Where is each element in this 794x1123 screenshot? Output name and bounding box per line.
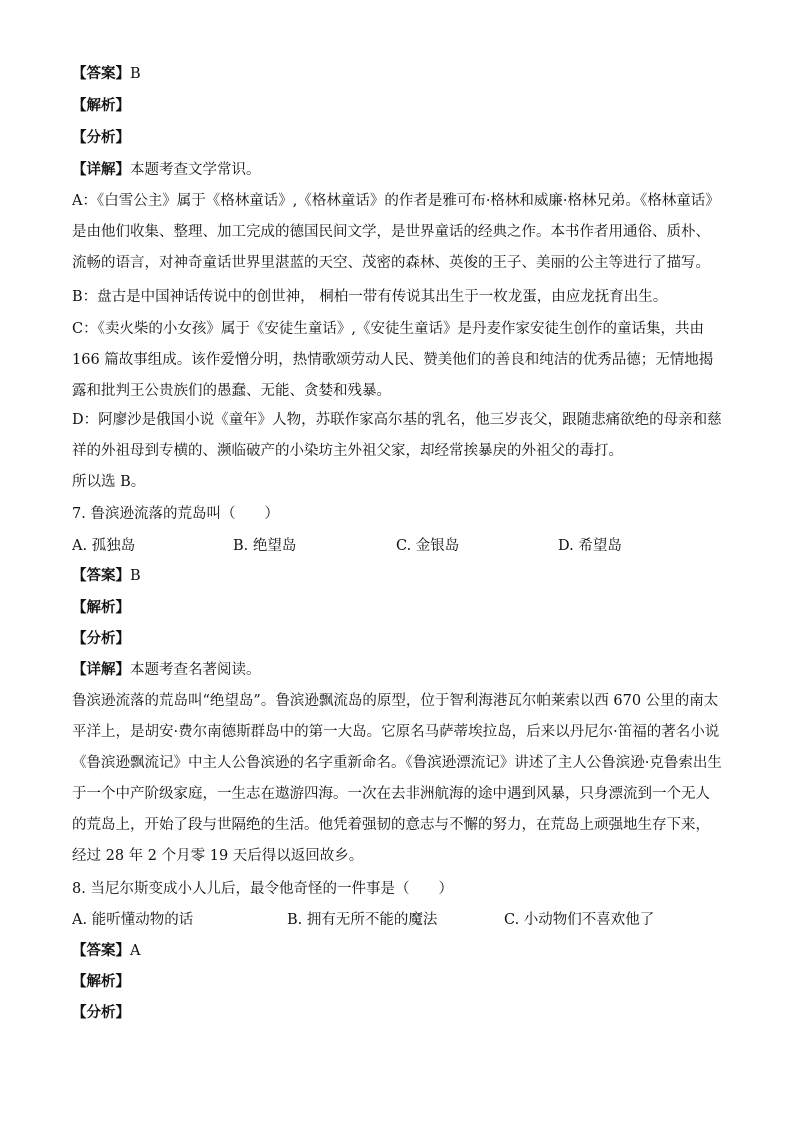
q8-analysis-tag: 【解析】 xyxy=(72,973,130,990)
q7-option-b: B. 绝望岛 xyxy=(233,538,297,554)
q8-option-c: C. 小动物们不喜欢他了 xyxy=(504,912,655,928)
q6-option-d-explanation: D：阿廖沙是俄国小说《童年》人物，苏联作家高尔基的乳名，他三岁丧父，跟随悲痛欲绝的母亲和慈祥的外祖母到专横的、濒临破产的小染坊主外祖父家，却经常挨暴戾的外祖父的毒打。 xyxy=(72,412,722,459)
q7-question: 7. 鲁滨逊流落的荒岛叫（ ） xyxy=(72,506,279,522)
q8-option-a: A. 能听懂动物的话 xyxy=(72,912,194,928)
detail-intro: 本题考查名著阅读。 xyxy=(130,662,261,678)
q7-option-d: D. 希望岛 xyxy=(558,538,622,554)
q8-question: 8. 当尼尔斯变成小人儿后，最令他奇怪的一件事是（ ） xyxy=(72,881,453,897)
q6-detail-line xyxy=(72,160,732,180)
q6-analysis-tag: 【解析】 xyxy=(72,97,130,114)
q7-analysis-tag: 【解析】 xyxy=(72,599,130,616)
answer-value: A xyxy=(130,943,141,959)
answer-value: B xyxy=(130,568,141,584)
q6-fenxi-tag: 【分析】 xyxy=(72,129,130,146)
q7-detail-line xyxy=(72,660,732,680)
q6-conclusion: 所以选 B。 xyxy=(72,474,146,490)
q8-answer-line xyxy=(72,941,732,961)
q6-option-c-explanation: C：《卖火柴的小女孩》属于《安徒生童话》,《安徒生童话》是丹麦作家安徒生创作的童话集，共由 166 篇故事组成。该作爱憎分明，热情歌颂劳动人民、赞美他们的善良和纯洁的优秀品德；无情地揭露和批判王公贵族们的愚蠢、无能、贪婪和残暴。 xyxy=(72,321,714,399)
q7-answer-line xyxy=(72,566,732,586)
q8-fenxi-tag: 【分析】 xyxy=(72,1004,130,1021)
detail-intro: 本题考查文学常识。 xyxy=(130,162,261,178)
answer-tag: 【答案】 xyxy=(72,65,130,82)
q7-detail-explanation: 鲁滨逊流落的荒岛叫“绝望岛”。鲁滨逊飘流岛的原型，位于智利海港瓦尔帕莱索以西 670 公里的南太平洋上，是胡安·费尔南德斯群岛中的第一大岛。它原名马萨蒂埃拉岛，后来以丹尼尔·笛福的著名小说《鲁滨逊飘流记》中主人公鲁滨逊的名字重新命名。《鲁滨逊漂流记》讲述了主人公鲁滨逊·克鲁索出生于一个中产阶级家庭，一生志在遨游四海。一次在去非洲航海的途中遇到风暴，只身漂流到一个无人的荒岛上，开始了段与世隔绝的生活。他凭着强韧的意志与不懈的努力，在荒岛上顽强地生存下来，经过 28 年 2 个月零 19 天后得以返回故乡。 xyxy=(72,693,722,864)
answer-value: B xyxy=(130,66,141,82)
q6-option-b-explanation: B：盘古是中国神话传说中的创世神， 桐柏一带有传说其出生于一枚龙蛋，由应龙抚育出生。 xyxy=(72,289,668,305)
q7-fenxi-tag: 【分析】 xyxy=(72,630,130,647)
q7-option-a: A. 孤独岛 xyxy=(72,538,136,554)
q8-option-b: B. 拥有无所不能的魔法 xyxy=(287,912,438,928)
q6-answer-line xyxy=(72,64,732,84)
q7-option-c: C. 金银岛 xyxy=(396,538,460,554)
q6-option-a-explanation: A：《白雪公主》属于《格林童话》,《格林童话》的作者是雅可布·格林和威廉·格林兄弟。《格林童话》是由他们收集、整理、加工完成的德国民间文学，是世界童话的经典之作。本书作者用通俗、质朴、流畅的语言，对神奇童话世界里湛蓝的天空、茂密的森林、英俊的王子、美丽的公主等进行了描写。 xyxy=(72,193,720,271)
detail-tag: 【详解】 xyxy=(72,661,130,678)
detail-tag: 【详解】 xyxy=(72,161,130,178)
answer-tag: 【答案】 xyxy=(72,942,130,959)
answer-tag: 【答案】 xyxy=(72,567,130,584)
